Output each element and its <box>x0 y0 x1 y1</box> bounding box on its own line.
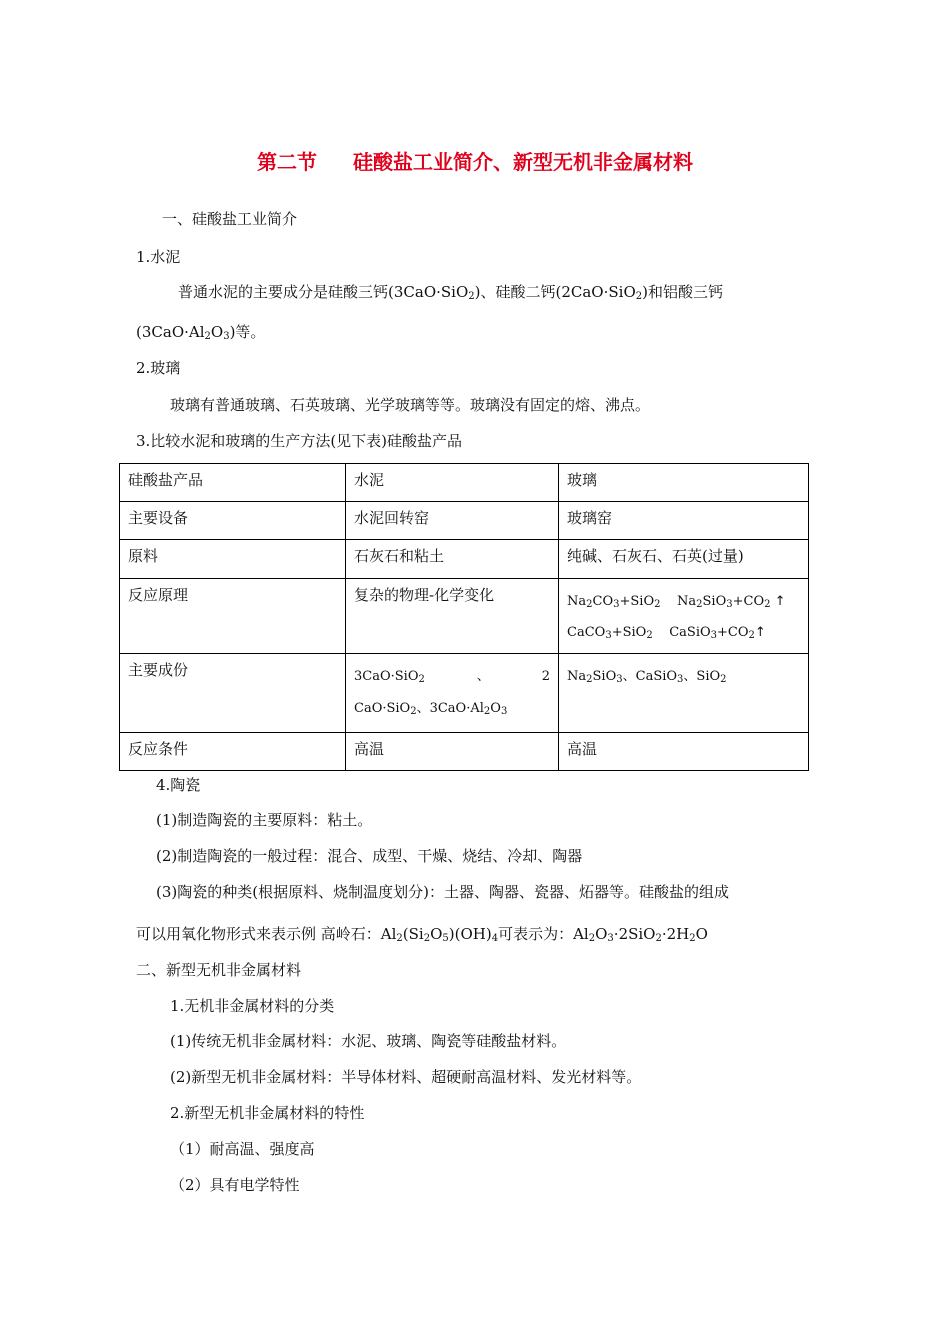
properties-item-2: （2）具有电学特性 <box>170 1176 300 1194</box>
table-row <box>120 502 809 540</box>
table-cell: 水泥 <box>346 464 559 502</box>
table-cell: 复杂的物理-化学变化 <box>346 579 559 654</box>
table-cell: 主要成份 <box>120 654 346 733</box>
section-2-heading: 二、新型无机非金属材料 <box>136 961 302 979</box>
properties-heading: 2.新型无机非金属材料的特性 <box>170 1104 365 1122</box>
section-1-heading: 一、硅酸盐工业简介 <box>162 210 298 228</box>
ceramics-heading: 4.陶瓷 <box>156 776 201 794</box>
table-cell: 硅酸盐产品 <box>120 464 346 502</box>
table-cell: 高温 <box>559 733 809 771</box>
table-cell: 玻璃窑 <box>559 502 809 540</box>
cement-paragraph-line1: 普通水泥的主要成分是硅酸三钙(3CaO·SiO$_2$)、硅酸二钙(2CaO·SiO$_2$)和铝酸三钙 <box>178 283 723 302</box>
glass-paragraph: 玻璃有普通玻璃、石英玻璃、光学玻璃等等。玻璃没有固定的熔、沸点。 <box>170 396 651 414</box>
properties-item-1: （1）耐高温、强度高 <box>170 1140 315 1158</box>
classification-item-2: (2)新型无机非金属材料：半导体材料、超硬耐高温材料、发光材料等。 <box>170 1068 642 1086</box>
classification-item-1: (1)传统无机非金属材料：水泥、玻璃、陶瓷等硅酸盐材料。 <box>170 1032 567 1050</box>
table-cell: 反应条件 <box>120 733 346 771</box>
classification-heading: 1.无机非金属材料的分类 <box>170 997 335 1015</box>
table-row <box>120 464 809 502</box>
table-cell: 石灰石和粘土 <box>346 540 559 579</box>
compare-heading: 3.比较水泥和玻璃的生产方法(见下表)硅酸盐产品 <box>136 432 463 450</box>
table-row <box>120 654 809 733</box>
ceramics-item-3: (3)陶瓷的种类(根据原料、烧制温度划分)：土器、陶器、瓷器、炻器等。硅酸盐的组成 <box>156 883 729 901</box>
table-row <box>120 540 809 579</box>
glass-heading: 2.玻璃 <box>136 359 181 377</box>
comparison-table <box>119 463 809 771</box>
ceramics-item-2: (2)制造陶瓷的一般过程：混合、成型、干燥、烧结、冷却、陶器 <box>156 847 583 865</box>
cement-heading: 1.水泥 <box>136 248 181 266</box>
table-cell: 水泥回转窑 <box>346 502 559 540</box>
table-cell: 主要设备 <box>120 502 346 540</box>
table-cell: 高温 <box>346 733 559 771</box>
ceramics-item-1: (1)制造陶瓷的主要原料：粘土。 <box>156 811 373 829</box>
glass-composition-cell: $Na_2SiO_3$、CaSiO$_3$、SiO$_2$ <box>559 654 809 733</box>
table-row <box>120 579 809 654</box>
ceramics-item-3-continued: 可以用氧化物形式来表示例 高岭石：$Al_2(Si_2O_5)(OH)_4$可表示为：$Al_2O_3\cdot 2SiO_2\cdot 2H_2O$ <box>136 925 708 944</box>
table-cell: 玻璃 <box>559 464 809 502</box>
page-title: 第二节 硅酸盐工业简介、新型无机非金属材料 <box>257 150 693 174</box>
table-cell: 纯碱、石灰石、石英(过量) <box>559 540 809 579</box>
table-row <box>120 733 809 771</box>
table-cell: 原料 <box>120 540 346 579</box>
table-cell: 反应原理 <box>120 579 346 654</box>
cement-composition-cell: 3CaO·SiO$_2$ 、 2 CaO·SiO$_2$、$3CaO\cdot Al_2O_3$ <box>346 654 559 733</box>
cement-paragraph-line2: $(3CaO\cdot Al_2O_3)$等。 <box>136 323 266 342</box>
reaction-equations-cell: $Na_2CO_3+SiO_2$ $Na_2SiO_3+CO_2$ ↑ CaCO$_3$+SiO$_2$ $CaSiO_3+CO_2↑$ <box>559 579 809 654</box>
